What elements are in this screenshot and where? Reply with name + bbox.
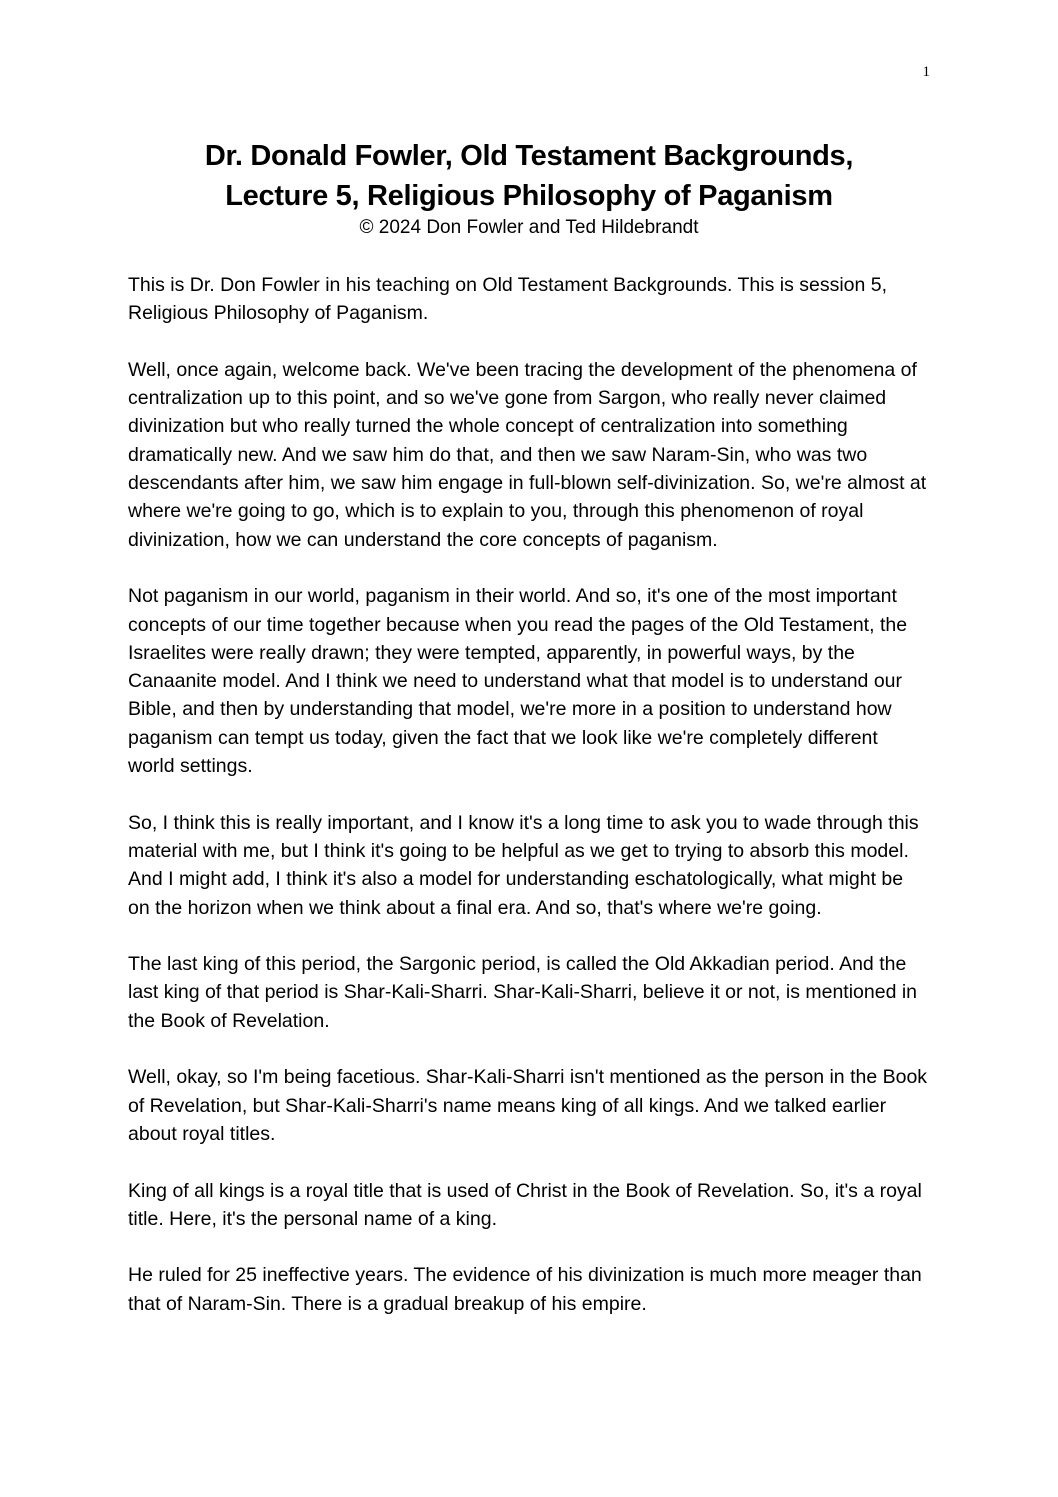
document-title-line-2: Lecture 5, Religious Philosophy of Paganism (225, 180, 833, 212)
paragraph: Well, okay, so I'm being facetious. Shar-Kali-Sharri isn't mentioned as the person in the Book of Revelation, but Shar-Kali-Sharri's name means king of all kings. And we talked earlier about royal titles. (128, 1066, 928, 1145)
page-number: 1 (922, 64, 930, 80)
paragraph: So, I think this is really important, and I know it's a long time to ask you to wade through this material with me, but I think it's going to be helpful as we get to trying to absorb this model. And I might add, I think it's also a model for understanding eschatologically, what might be on the horizon when we think about a final era. And so, that's where we're going. (128, 811, 919, 919)
document-title-line-1: Dr. Donald Fowler, Old Testament Backgrounds, (204, 140, 854, 172)
paragraph: The last king of this period, the Sargonic period, is called the Old Akkadian period. And the last king of that period is Shar-Kali-Sharri. Shar-Kali-Sharri, believe it or not, is mentioned in the Book of Revelation. (128, 953, 918, 1032)
copyright-notice: © 2024 Don Fowler and Ted Hildebrandt (359, 217, 699, 238)
paragraph: He ruled for 25 ineffective years. The evidence of his divinization is much more meager than that of Naram-Sin. There is a gradual breakup of his empire. (128, 1264, 922, 1315)
title-block (100, 136, 958, 240)
paragraph: King of all kings is a royal title that is used of Christ in the Book of Revelation. So, it's a royal title. Here, it's the personal name of a king. (128, 1179, 922, 1230)
document-body (128, 271, 928, 1346)
paragraph: Well, once again, welcome back. We've been tracing the development of the phenomena of centralization up to this point, and so we've gone from Sargon, who really never claimed divinization but who really turned the whole concept of centralization into something dramatically new. And we saw him do that, and then we saw Naram-Sin, who was two descendants after him, we saw him engage in full-blown self-divinization. So, we're almost at where we're going to go, which is to explain to you, through this phenomenon of royal divinization, how we can understand the core concepts of paganism. (128, 358, 927, 551)
paragraph: This is Dr. Don Fowler in his teaching on Old Testament Backgrounds. This is session 5, Religious Philosophy of Paganism. (128, 274, 888, 325)
paragraph: Not paganism in our world, paganism in their world. And so, it's one of the most important concepts of our time together because when you read the pages of the Old Testament, the Israelites were really drawn; they were tempted, apparently, in powerful ways, by the Canaanite model. And I think we need to understand what that model is to understand our Bible, and then by understanding that model, we're more in a position to understand how paganism can tempt us today, given the fact that we look like we're completely different world settings. (128, 585, 908, 778)
